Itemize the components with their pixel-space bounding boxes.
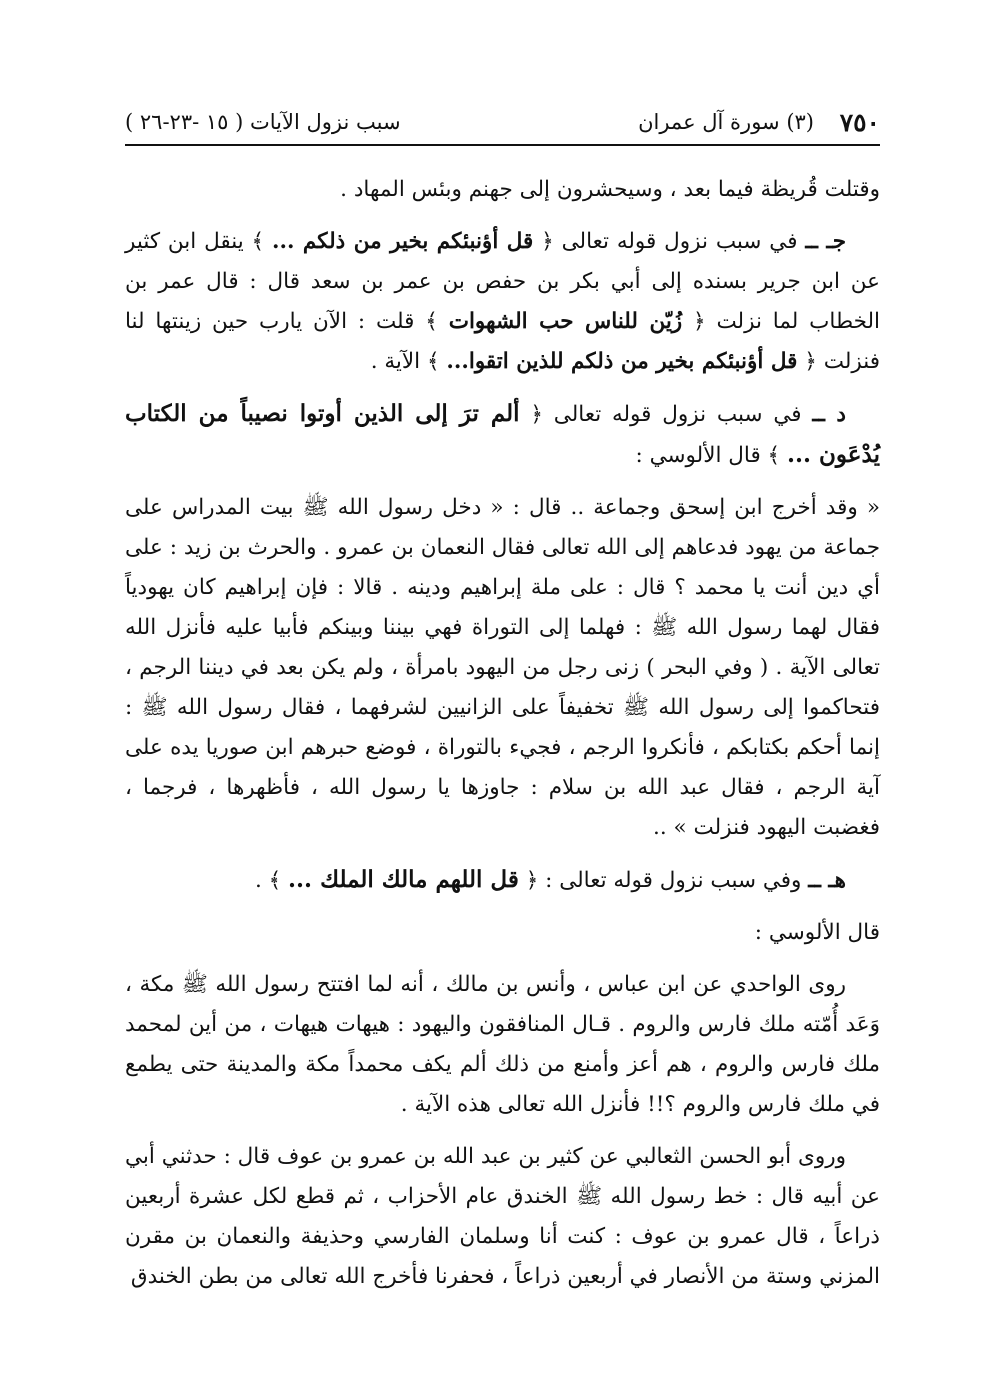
text-run: ﴾ . — [254, 868, 289, 893]
text-run: ﴾ قال الألوسي : — [635, 443, 787, 468]
text-run: ﴾ قلت : الآن يارب حين زينتها لنا فنزلت ﴿ — [125, 309, 880, 374]
page-number: ٧٥٠ — [839, 108, 880, 137]
quran-quote: قل اللهم مالك الملك ... — [288, 866, 519, 893]
quran-quote: د ــ — [812, 402, 846, 427]
text-run: قال الألوسي : — [754, 920, 880, 945]
quran-quote: زُيّن للناس حب الشهوات — [448, 309, 683, 334]
text-run: وروى أبو الحسن الثعالبي عن كثير بن عبد الله بن عمرو بن عوف قال : حدثني أبي عن أبيه قال : خط رسول الله ﷺ الخندق عام الأحزاب ، ثم قطع لكل عشرة أربعين ذراعاً ، قال عمرو بن عوف : كنت أنا وسلمان الفارسي وحذيفة والنعمان بن مقرن المزني وستة من الأنصار في أربعين ذراعاً ، فحفرنا فأخرج الله تعالى من بطن الخندق — [125, 1144, 880, 1289]
text-run: ﴾ الآية . — [370, 349, 447, 374]
sura-title: (٣) سورة آل عمران — [638, 110, 814, 134]
book-page — [125, 100, 880, 1309]
text-run: في سبب نزول قوله تعالى ﴿ — [519, 402, 813, 427]
page-header — [125, 100, 880, 146]
body-paragraph — [125, 488, 880, 848]
quran-quote: ألم ترَ إلى الذين أوتوا نصيباً من الكتاب يُدْعَون ... — [125, 400, 880, 468]
text-run: ﴾ ينقل ابن كثير عن ابن جرير بسنده إلى أبي بكر بن حفص بن عمر بن سعد قال : قال عمر بن الخطاب لما نزلت ﴿ — [125, 229, 880, 334]
text-run: روى الواحدي عن ابن عباس ، وأنس بن مالك ، أنه لما افتتح رسول الله ﷺ مكة ، وَعَد أُمّته ملك فارس والروم . قـال المنافقون واليهود : هيهات هيهات ، من أين لمحمد ملك فارس والروم ، هم أعز وأمنع من ذلك ألم يكف محمداً مكة والمدينة حتى يطمع في ملك فارس والروم ؟!! فأنزل الله تعالى هذه الآية . — [125, 972, 880, 1117]
body-paragraph — [125, 913, 880, 953]
body-paragraph — [125, 170, 880, 210]
text-run: في سبب نزول قوله تعالى ﴿ — [533, 229, 806, 254]
body-paragraph — [125, 394, 880, 476]
text-run: « وقد أخرج ابن إسحق وجماعة .. قال : « دخل رسول الله ﷺ بيت المدراس على جماعة من يهود فدعاهم إلى الله تعالى فقال النعمان بن عمرو . والحرث بن زيد : على أي دين أنت يا محمد ؟ قال : على ملة إبراهيم ودينه . قالا : فإن إبراهيم كان يهودياً فقال لهما رسول الله ﷺ : فهلما إلى التوراة فهي بيننا وبينكم فأبيا عليه فأنزل الله تعالى الآية . ( وفي البحر ) زنى رجل من اليهود بامرأة ، ولم يكن بعد في ديننا الرجم ، فتحاكموا إلى رسول الله ﷺ تخفيفاً على الزانيين لشرفهما ، فقال رسول الله ﷺ : إنما أحكم بكتابكم ، فأنكروا الرجم ، فجيء بالتوراة ، فوضع حبرهم ابن صوريا يده على آية الرجم ، فقال عبد الله بن سلام : جاوزها يا رسول الله ، فأظهرها ، فرجما ، فغضبت اليهود فنزلت » .. — [125, 495, 880, 840]
quran-quote: جـ ــ — [805, 229, 846, 254]
page-body — [125, 170, 880, 1297]
quran-quote: قل أؤنبئكم بخير من ذلكم للذين اتقوا... — [446, 349, 798, 374]
section-topic: سبب نزول الآيات ( ١٥ -٢٣-٢٦ ) — [125, 110, 401, 134]
text-run: وقتلت قُريظة فيما بعد ، وسيحشرون إلى جهنم وبئس المهاد . — [340, 177, 880, 202]
body-paragraph — [125, 1137, 880, 1297]
body-paragraph — [125, 965, 880, 1125]
body-paragraph — [125, 860, 880, 901]
quran-quote: هـ ــ — [808, 868, 846, 893]
body-paragraph — [125, 222, 880, 382]
quran-quote: قل أؤنبئكم بخير من ذلكم ... — [271, 229, 534, 254]
text-run: وفي سبب نزول قوله تعالى : ﴿ — [518, 868, 809, 893]
